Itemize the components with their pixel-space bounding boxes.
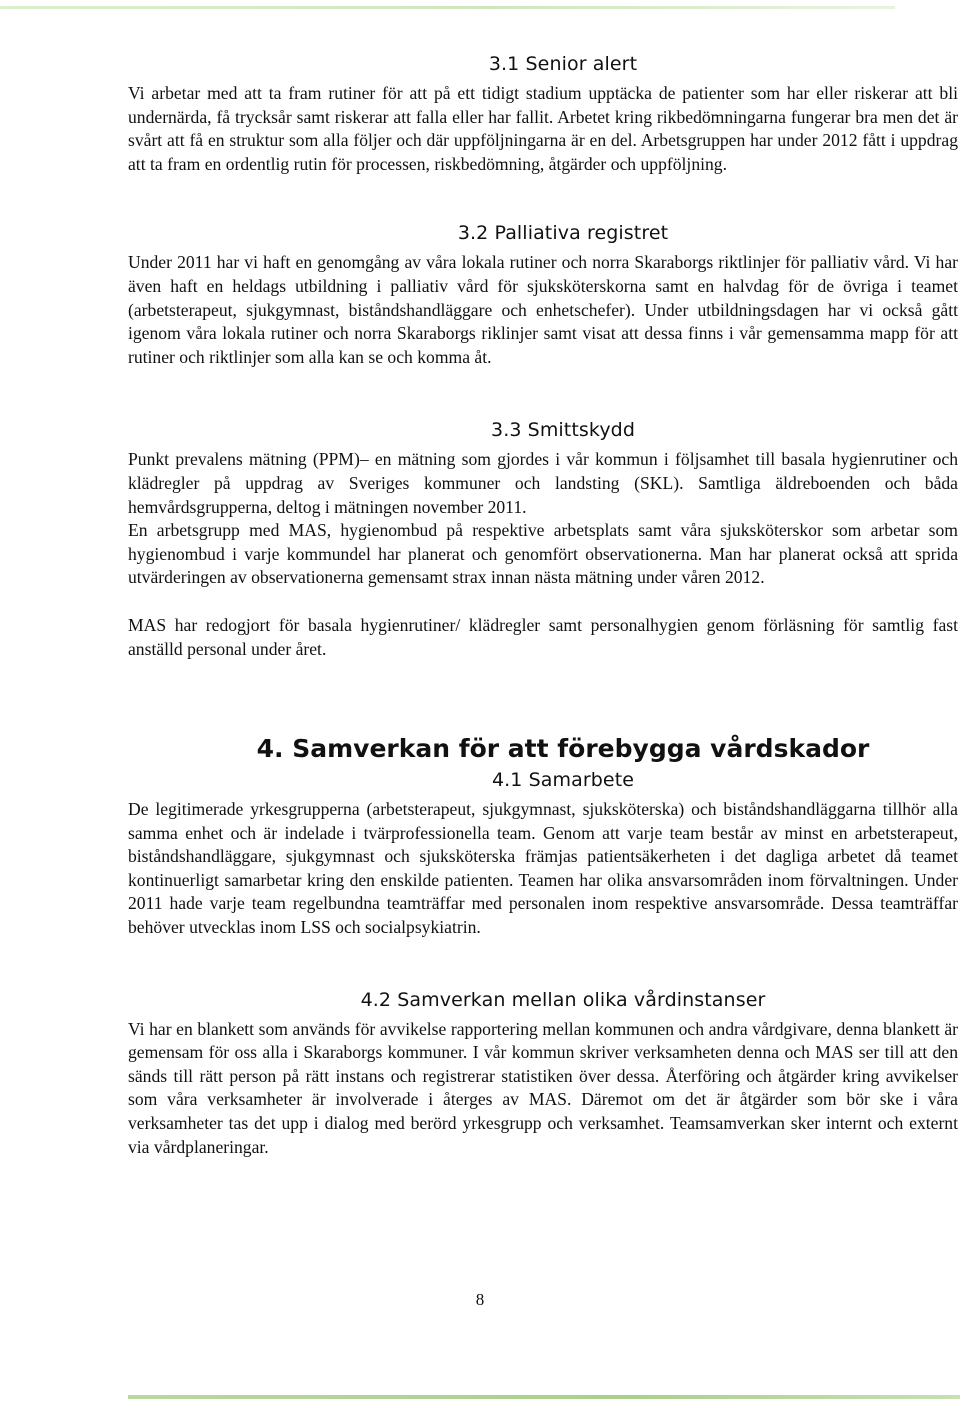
- paragraph-3-3-c: MAS har redogjort för basala hygienrutiner/ klädregler samt personalhygien genom förläsning för samtlig fast anställd personal under året.: [128, 614, 958, 659]
- paragraph-3-2: Under 2011 har vi haft en genomgång av våra lokala rutiner och norra Skaraborgs riktlinjer för palliativ vård. Vi har även haft en heldags utbildning i palliativ vård för sjuksköterskorna samt en halvdag för de övriga i teamet (arbetsterapeut, sjukgymnast, biståndshandläggare och enhetschefer). Under utbildningsdagen har vi också gått igenom våra lokala rutiner och norra Skaraborgs riklinjer samt visat att dessa finns i vår gemensamma mapp för att rutiner och riktlinjer som alla kan se och komma åt.: [128, 252, 958, 367]
- heading-4-2: 4.2 Samverkan mellan olika vårdinstanser: [360, 988, 766, 1011]
- paragraph-4-1: De legitimerade yrkesgrupperna (arbetsterapeut, sjukgymnast, sjuksköterska) och biståndshandläggarna tillhör alla samma enhet och är indelade i tvärprofessionella team. Genom att varje team består av minst en arbetsterapeut, biståndshandläggare, sjukgymnast och sjuksköterska främjas patientsäkerheten i det dagliga arbetet då teamet kontinuerligt samarbetar kring den enskilde patienten. Teamen har olika ansvarsområden inom förvaltningen. Under 2011 hade varje team regelbundna teamträffar med personalen inom respektive ansvarsområde. Dessa teamträffar behöver utvecklas inom LSS och socialpsykiatrin.: [128, 799, 958, 938]
- page-number: 8: [475, 1290, 485, 1309]
- paragraph-3-3-b: En arbetsgrupp med MAS, hygienombud på respektive arbetsplats samt våra sjuksköterskor som arbetar som hygienombud i varje kommundel har planerat och genomfört observationerna. Man har planerat också att sprida utvärderingen av observationerna gemensamt strax innan nästa mätning under våren 2012.: [128, 520, 958, 588]
- paragraph-3-1: Vi arbetar med att ta fram rutiner för att på ett tidigt stadium upptäcka de patienter som har eller riskerar att bli undernärda, få trycksår samt riskerar att falla eller har fallit. Arbetet kring rikbedömningarna fungerar bra men det är svårt att få en struktur som alla följer och där uppföljningarna är en del. Arbetsgruppen har under 2012 fått i uppdrag att ta fram en ordentlig rutin för processen, riskbedömning, åtgärder och uppföljning.: [128, 83, 958, 174]
- heading-3-3: 3.3 Smittskydd: [491, 419, 635, 442]
- top-decorative-rule: [0, 6, 895, 9]
- heading-4-1: 4.1 Samarbete: [491, 769, 635, 792]
- paragraph-4-2: Vi har en blankett som används för avvikelse rapportering mellan kommunen och andra vårdgivare, denna blankett är gemensam för oss alla i Skaraborgs kommuner. I vår kommun skriver verksamheten denna och MAS ser till att den sänds till rätt person på rätt instans och registrerar statistiken över dessa. Återföring och åtgärder kring avvikelser som våra verksamheter är involverade i återges av MAS. Däremot om det är åtgärder som bör ske i våra verksamheter tas det upp i dialog med berörd yrkesgrupp och verksamhet. Teamsamverkan sker internt och externt via vårdplaneringar.: [128, 1018, 958, 1157]
- bottom-decorative-rule: [128, 1395, 960, 1399]
- heading-3-1: 3.1 Senior alert: [488, 53, 638, 75]
- heading-4: 4. Samverkan för att förebygga vårdskador: [256, 734, 870, 764]
- document-body: [128, 52, 958, 1159]
- paragraph-3-3-a: Punkt prevalens mätning (PPM)– en mätning som gjordes i vår kommun i följsamhet till basala hygienrutiner och klädregler på uppdrag av Sveriges kommuner och landsting (SKL). Samtliga äldreboenden och båda hemvårdsgrupperna, deltog i mätningen november 2011.: [128, 449, 958, 517]
- heading-3-2: 3.2 Palliativa registret: [457, 222, 669, 245]
